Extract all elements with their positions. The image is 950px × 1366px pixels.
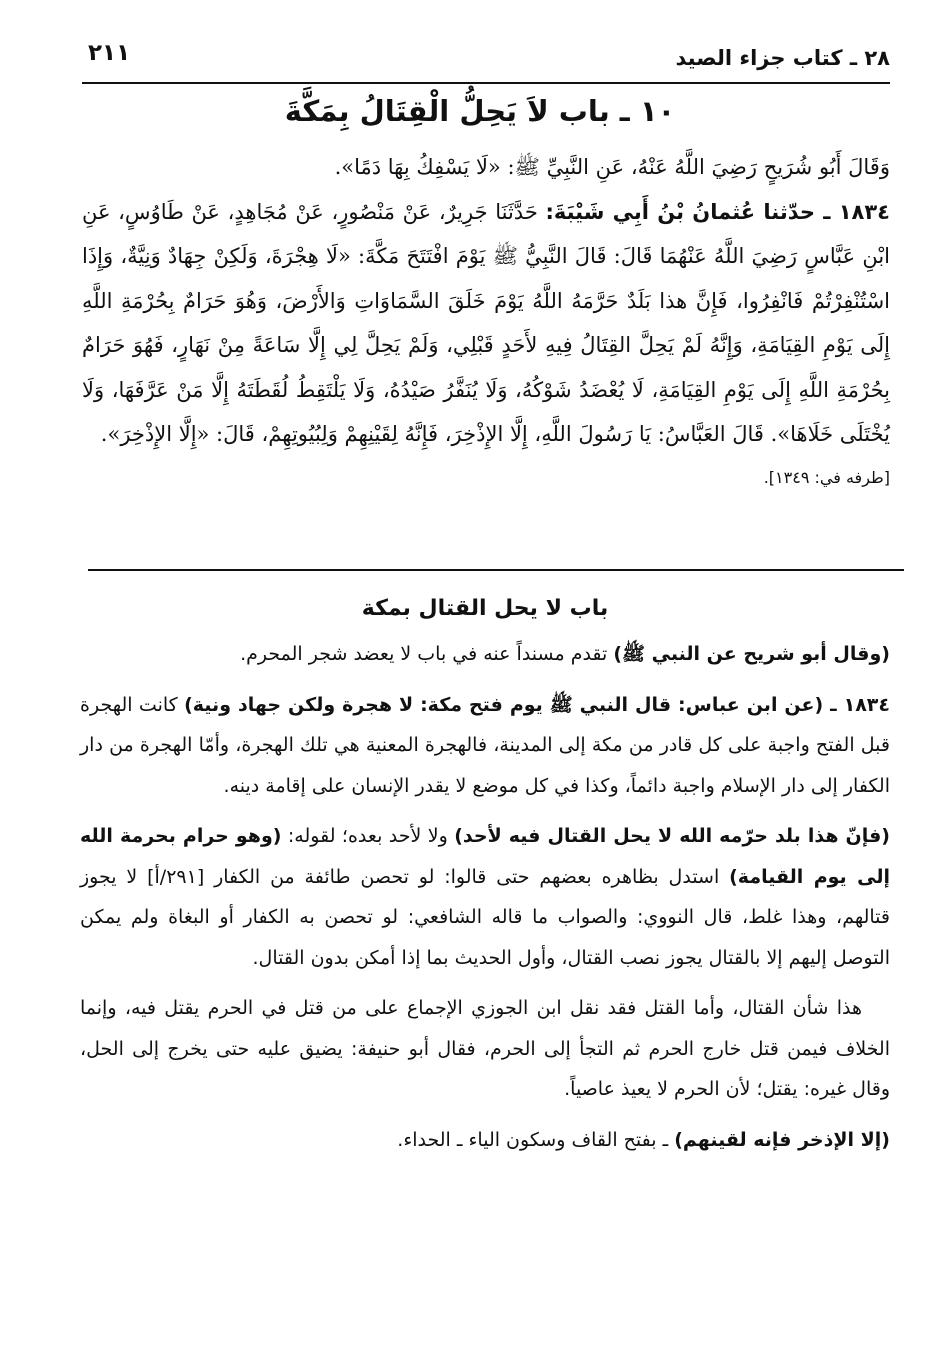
commentary-paragraph-2 (80, 685, 890, 807)
commentary-text: استدل بظاهره بعضهم حتى قالوا: لو تحصن طائفة من الكفار [٢٩١/أ] لا يجوز قتالهم، وهذا غلط، قال النووي: والصواب ما قاله الشافعي: لو تحصن به الكفار أو البغاة ولم يمكن التوصل إليهم إلا بالقتال يجوز نصب القتال، وأول الحديث بما إذا أمكن بدون القتال. (80, 865, 890, 969)
commentary-paragraph-1 (80, 634, 890, 675)
running-header (82, 36, 890, 84)
commentary-paragraph-5 (80, 1120, 890, 1161)
hadith-body: حَدَّثَنَا جَرِيرٌ، عَنْ مَنْصُورٍ، عَنْ مُجَاهِدٍ، عَنْ طَاوُسٍ، عَنِ ابْنِ عَبَّاسٍ رَضِيَ اللَّهُ عَنْهُمَا قَالَ: قَالَ النَّبِيُّ ﷺ يَوْمَ افْتَتَحَ مَكَّةَ: «لَا هِجْرَةَ، وَلَكِنْ جِهَادٌ وَنِيَّةٌ، وَإِذَا اسْتُنْفِرْتُمْ فَانْفِرُوا، فَإِنَّ هذا بَلَدٌ حَرَّمَهُ اللَّهُ يَوْمَ خَلَقَ السَّمَاوَاتِ وَالأَرْضَ، وَهُوَ حَرَامٌ بِحُرْمَةِ اللَّهِ إِلَى يَوْمِ القِيَامَةِ، وَإِنَّهُ لَمْ يَحِلَّ القِتَالُ فِيهِ لأَحَدٍ قَبْلِي، وَلَمْ يَحِلَّ لِي إِلَّا سَاعَةً مِنْ نَهَارٍ، فَهُوَ حَرَامٌ بِحُرْمَةِ اللَّهِ إِلَى يَوْمِ القِيَامَةِ، لَا يُعْضَدُ شَوْكُهُ، وَلَا يُنَفَّرُ صَيْدُهُ، وَلَا يَلْتَقِطُ لُقَطَتَهُ إِلَّا مَنْ عَرَّفَهَا، وَلَا يُخْتَلَى خَلَاهَا». قَالَ العَبَّاسُ: يَا رَسُولَ اللَّهِ، إِلَّا الإِذْخِرَ، فَإِنَّهُ لِقَيْنِهِمْ وَلِبُيُوتِهِمْ، قَالَ: «إِلَّا الإِذْخِرَ». (82, 199, 890, 446)
cross-reference: [طرفه في: ١٣٤٩]. (763, 467, 890, 487)
chapter-intro: وَقَالَ أَبُو شُرَيحٍ رَضِيَ اللَّهُ عَنْهُ، عَنِ النَّبِيِّ ﷺ: «لَا يَسْفِكُ بِهَا دَمًا». (334, 155, 890, 179)
quoted-phrase: (وقال أبو شريح عن النبي ﷺ) (613, 643, 890, 665)
commentary-title: باب لا يحل القتال بمكة (361, 596, 609, 621)
commentary (80, 586, 890, 1160)
main-text (82, 145, 890, 493)
commentary-text: ولا لأحد بعده؛ لقوله: (281, 825, 455, 847)
commentary-text: تقدم مسنداً عنه في باب لا يعضد شجر المحرم. (240, 643, 614, 665)
hadith-paragraph (82, 190, 890, 457)
quoted-phrase: (وهو حرام بحرمة الله إلى يوم القيامة) (80, 825, 890, 888)
page-number: ٢١١ (88, 40, 131, 66)
book-title: ٢٨ ـ كتاب جزاء الصيد (675, 46, 890, 70)
commentary-paragraph-3 (80, 816, 890, 978)
hadith-number-isnad: ١٨٣٤ ـ حدّثنا عُثمانُ بْنُ أَبِي شَيْبَةَ: (545, 199, 890, 224)
quoted-phrase: (فإنّ هذا بلد حرّمه الله لا يحل القتال فيه لأحد) (454, 825, 890, 847)
commentary-text: ـ بفتح القاف وسكون الياء ـ الحداء. (397, 1128, 675, 1151)
quoted-phrase: ١٨٣٤ ـ (عن ابن عباس: قال النبي ﷺ يوم فتح مكة: لا هجرة ولكن جهاد ونية) (184, 693, 890, 716)
chapter-title: ١٠ ـ باب لاَ يَحِلُّ الْقِتَالُ بِمَكَّةَ (284, 94, 676, 128)
section-divider (88, 569, 904, 571)
commentary-text: كانت الهجرة قبل الفتح واجبة على كل قادر من مكة إلى المدينة، فالهجرة المعنية هي تلك الهجرة، وأمّا الهجرة من دار الكفار إلى دار الإسلام واجبة دائماً، وكذا في كل موضع لا يقدر الإنسان على إقامة دينه. (80, 693, 890, 797)
commentary-paragraph-4: هذا شأن القتال، وأما القتل فقد نقل ابن الجوزي الإجماع على من قتل في الحرم يقتل فيه، وإنما الخلاف فيمن قتل خارج الحرم ثم التجأ إلى الحرم، فقال أبو حنيفة: يضيق عليه حتى يخرج إلى الحل، وقال غيره: يقتل؛ لأن الحرم لا يعيذ عاصياً. (80, 997, 890, 1100)
quoted-phrase: (إلا الإذخر فإنه لقينهم) (674, 1128, 890, 1151)
